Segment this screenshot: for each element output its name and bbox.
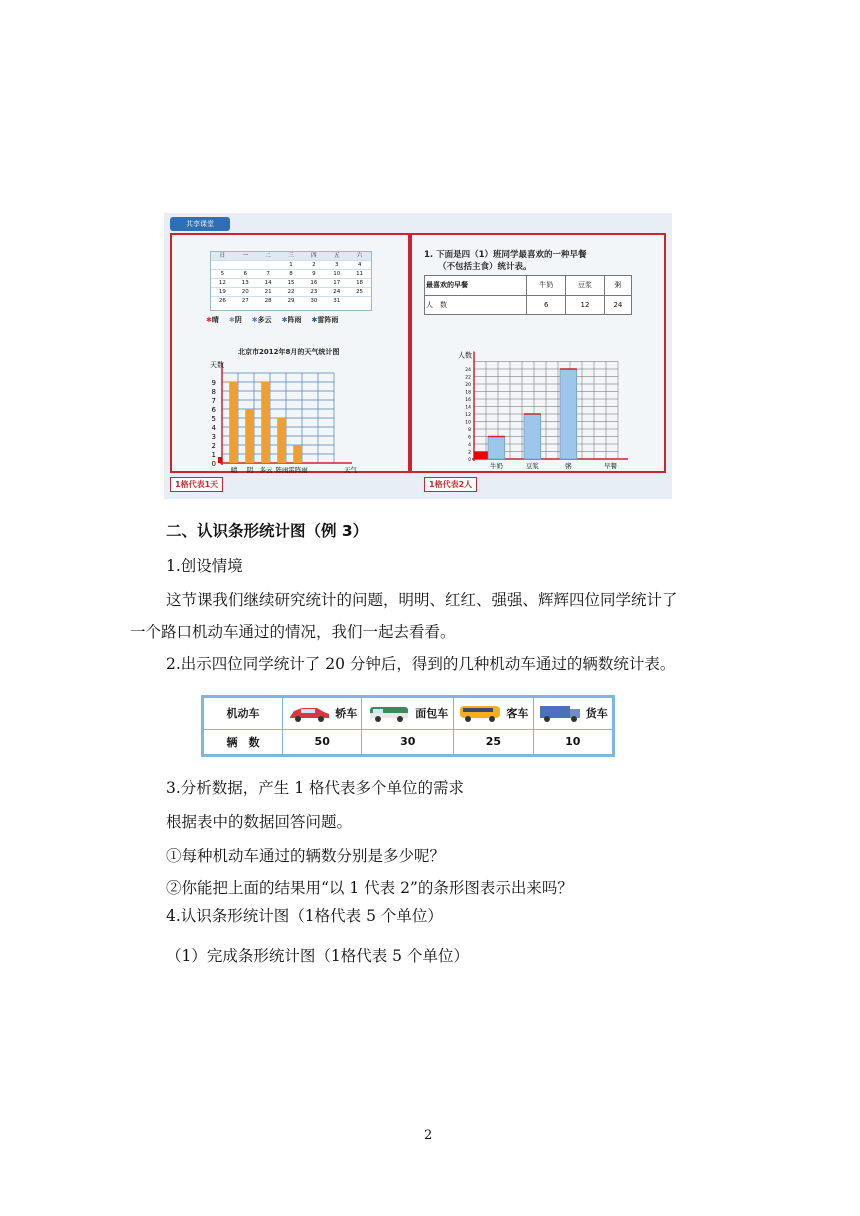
calendar-day: 8 (280, 269, 303, 278)
calendar-day: 15 (280, 278, 303, 287)
step-1: 1.创设情境 (166, 557, 243, 575)
breakfast-question: 1. 下面是四（1）班同学最喜欢的一种早餐 （不包括主食）统计表。 (424, 250, 587, 272)
calendar-day: 11 (348, 269, 371, 278)
y-tick-label: 5 (211, 415, 216, 423)
sedan-icon (287, 703, 331, 723)
x-tick-label: 豆浆 (525, 462, 539, 470)
vehicle-cell-sedan: 轿车 (283, 698, 362, 730)
calendar-day: 2 (302, 260, 325, 269)
calendar-day (257, 260, 280, 269)
x-tick-label: 阴 (246, 466, 254, 474)
calendar-day: 3 (325, 260, 348, 269)
count-cell: 24 (604, 295, 631, 315)
y-tick-label: 4 (468, 443, 471, 448)
breakfast-scale-caption: 1格代表2人 (424, 477, 477, 492)
breakfast-bar (488, 437, 505, 460)
weather-legend (206, 315, 406, 325)
y-tick-label: 3 (211, 433, 216, 441)
step-4: 4.认识条形统计图（1格代表 5 个单位） (166, 907, 443, 925)
weather-calendar (210, 251, 372, 311)
calendar-day (234, 260, 257, 269)
x-tick-label: 晴 (230, 466, 238, 474)
calendar-day: 6 (234, 269, 257, 278)
x-axis-label: 早餐 (604, 462, 617, 470)
weather-icon: ✱ (228, 316, 235, 324)
table-head: 最喜欢的早餐 (425, 276, 527, 296)
page-number: 2 (424, 1128, 433, 1143)
x-tick-label: 阵雨 (275, 466, 289, 474)
x-tick-label: 牛奶 (489, 462, 503, 470)
step-2: 2.出示四位同学统计了 20 分钟后，得到的几种机动车通过的辆数统计表。 (166, 655, 676, 673)
count-van: 30 (362, 729, 454, 755)
y-tick-label: 14 (465, 405, 471, 411)
vehicle-count-table (201, 695, 615, 757)
calendar-day: 13 (234, 278, 257, 287)
breakfast-bar (524, 414, 541, 459)
vehicle-cell-bus: 客车 (454, 698, 533, 730)
calendar-day: 24 (325, 287, 348, 296)
calendar-day (211, 260, 234, 269)
truck-icon (538, 703, 582, 723)
share-class-logo: 共享课堂 (170, 217, 230, 231)
calendar-day: 19 (211, 287, 234, 296)
calendar-weekday: 六 (348, 252, 371, 260)
calendar-day: 21 (257, 287, 280, 296)
calendar-weekday: 二 (257, 252, 280, 260)
y-tick-label: 4 (211, 424, 216, 432)
weather-bar (261, 382, 270, 463)
y-tick-label: 7 (211, 397, 216, 405)
y-axis-label: 人数 (458, 351, 472, 360)
weather-icon: ✱ (206, 316, 212, 324)
calendar-day: 23 (302, 287, 325, 296)
legend-item: ✱阴 (228, 316, 242, 324)
food-cell: 牛奶 (527, 276, 566, 296)
calendar-day: 20 (234, 287, 257, 296)
weather-icon: ✱ (281, 316, 288, 324)
y-tick-label: 9 (211, 379, 216, 387)
paragraph-1a: 这节课我们继续研究统计的问题，明明、红红、强强、辉辉四位同学统计了 (166, 591, 678, 609)
weather-bar-chart (200, 345, 380, 474)
count-sedan: 50 (283, 729, 362, 755)
paragraph-3: 根据表中的数据回答问题。 (166, 813, 353, 831)
question-1: ①每种机动车通过的辆数分别是多少呢？ (166, 847, 446, 865)
weather-bar (277, 418, 286, 463)
y-tick-label: 20 (465, 383, 471, 388)
calendar-day (348, 296, 371, 305)
legend-item: ✱雷阵雨 (311, 316, 339, 324)
y-tick-label: 0 (468, 458, 471, 463)
y-axis-label: 天数 (210, 361, 224, 369)
count-row-head: 辆 数 (204, 729, 283, 755)
calendar-day: 30 (302, 296, 325, 305)
x-tick-label: 多云 (259, 466, 273, 474)
y-tick-label: 12 (465, 413, 471, 418)
calendar-weekday: 五 (325, 252, 348, 260)
step-3: 3.分析数据，产生 1 格代表多个单位的需求 (166, 779, 465, 797)
weather-icon: ✱ (311, 316, 318, 324)
y-tick-label: 2 (468, 450, 471, 456)
count-cell: 6 (527, 295, 566, 315)
y-tick-label: 16 (465, 398, 471, 403)
calendar-weekday: 三 (280, 252, 303, 260)
calendar-day: 16 (302, 278, 325, 287)
y-tick-label: 8 (211, 388, 216, 396)
calendar-day: 31 (325, 296, 348, 305)
weather-chart-title: 北京市2012年8月的天气统计图 (238, 348, 340, 356)
x-axis-label: 天气 (344, 466, 357, 474)
calendar-day: 12 (211, 278, 234, 287)
weather-scale-caption: 1格代表1天 (170, 477, 223, 492)
calendar-day: 9 (302, 269, 325, 278)
calendar-day: 22 (280, 287, 303, 296)
count-bus: 25 (454, 729, 533, 755)
y-tick-label: 8 (468, 428, 471, 433)
calendar-day: 25 (348, 287, 371, 296)
food-cell: 粥 (604, 276, 631, 296)
legend-item: ✱阵雨 (281, 316, 302, 324)
calendar-day: 5 (211, 269, 234, 278)
van-icon (367, 703, 411, 723)
calendar-day: 17 (325, 278, 348, 287)
count-row (204, 729, 613, 755)
y-tick-label: 0 (211, 460, 216, 468)
breakfast-panel (410, 233, 666, 489)
y-tick-label: 22 (465, 375, 471, 381)
vehicle-row (204, 698, 613, 730)
y-tick-label: 6 (468, 435, 471, 441)
bus-icon (458, 703, 502, 723)
legend-item: ✱晴 (206, 316, 219, 324)
breakfast-bar-chart (448, 335, 648, 469)
calendar-day: 14 (257, 278, 280, 287)
scale-marker (218, 457, 222, 463)
y-tick-label: 6 (211, 406, 216, 414)
y-tick-label: 24 (465, 368, 471, 373)
x-tick-label: 粥 (565, 462, 572, 470)
vehicle-cell-van: 面包车 (362, 698, 454, 730)
section-heading: 二、认识条形统计图（例 3） (166, 522, 369, 540)
lesson-slide-image (164, 213, 672, 499)
calendar-day: 27 (234, 296, 257, 305)
legend-item: ✱多云 (251, 316, 272, 324)
breakfast-bar (560, 369, 577, 459)
weather-bar (293, 445, 302, 463)
paragraph-1b: 一个路口机动车通过的情况，我们一起去看看。 (130, 623, 456, 641)
vehicle-row-head: 机动车 (204, 698, 283, 730)
count-cell: 12 (566, 295, 605, 315)
table-row-head: 人 数 (425, 295, 527, 315)
calendar-day: 18 (348, 278, 371, 287)
calendar-day: 10 (325, 269, 348, 278)
vehicle-cell-truck: 货车 (533, 698, 612, 730)
weather-bar (229, 382, 238, 463)
breakfast-table (424, 275, 632, 315)
question-2: ②你能把上面的结果用“以 1 代表 2”的条形图表示出来吗？ (166, 879, 573, 897)
calendar-weekday: 一 (234, 252, 257, 260)
calendar-day: 4 (348, 260, 371, 269)
y-tick-label: 10 (465, 420, 471, 426)
y-tick-label: 18 (465, 390, 471, 396)
weather-bar (245, 409, 254, 463)
food-cell: 豆浆 (566, 276, 605, 296)
calendar-day: 28 (257, 296, 280, 305)
calendar-day: 7 (257, 269, 280, 278)
count-truck: 10 (533, 729, 612, 755)
weather-icon: ✱ (251, 316, 258, 324)
calendar-weekday: 四 (302, 252, 325, 260)
y-tick-label: 2 (211, 442, 216, 450)
calendar-day: 1 (280, 260, 303, 269)
weather-panel (170, 233, 410, 489)
x-tick-label: 雷阵雨 (288, 466, 308, 474)
step-4-1: （1）完成条形统计图（1格代表 5 个单位） (166, 947, 469, 965)
calendar-day: 26 (211, 296, 234, 305)
calendar-day: 29 (280, 296, 303, 305)
scale-marker (474, 452, 488, 460)
calendar-weekday: 日 (211, 252, 234, 260)
y-tick-label: 1 (211, 451, 216, 459)
